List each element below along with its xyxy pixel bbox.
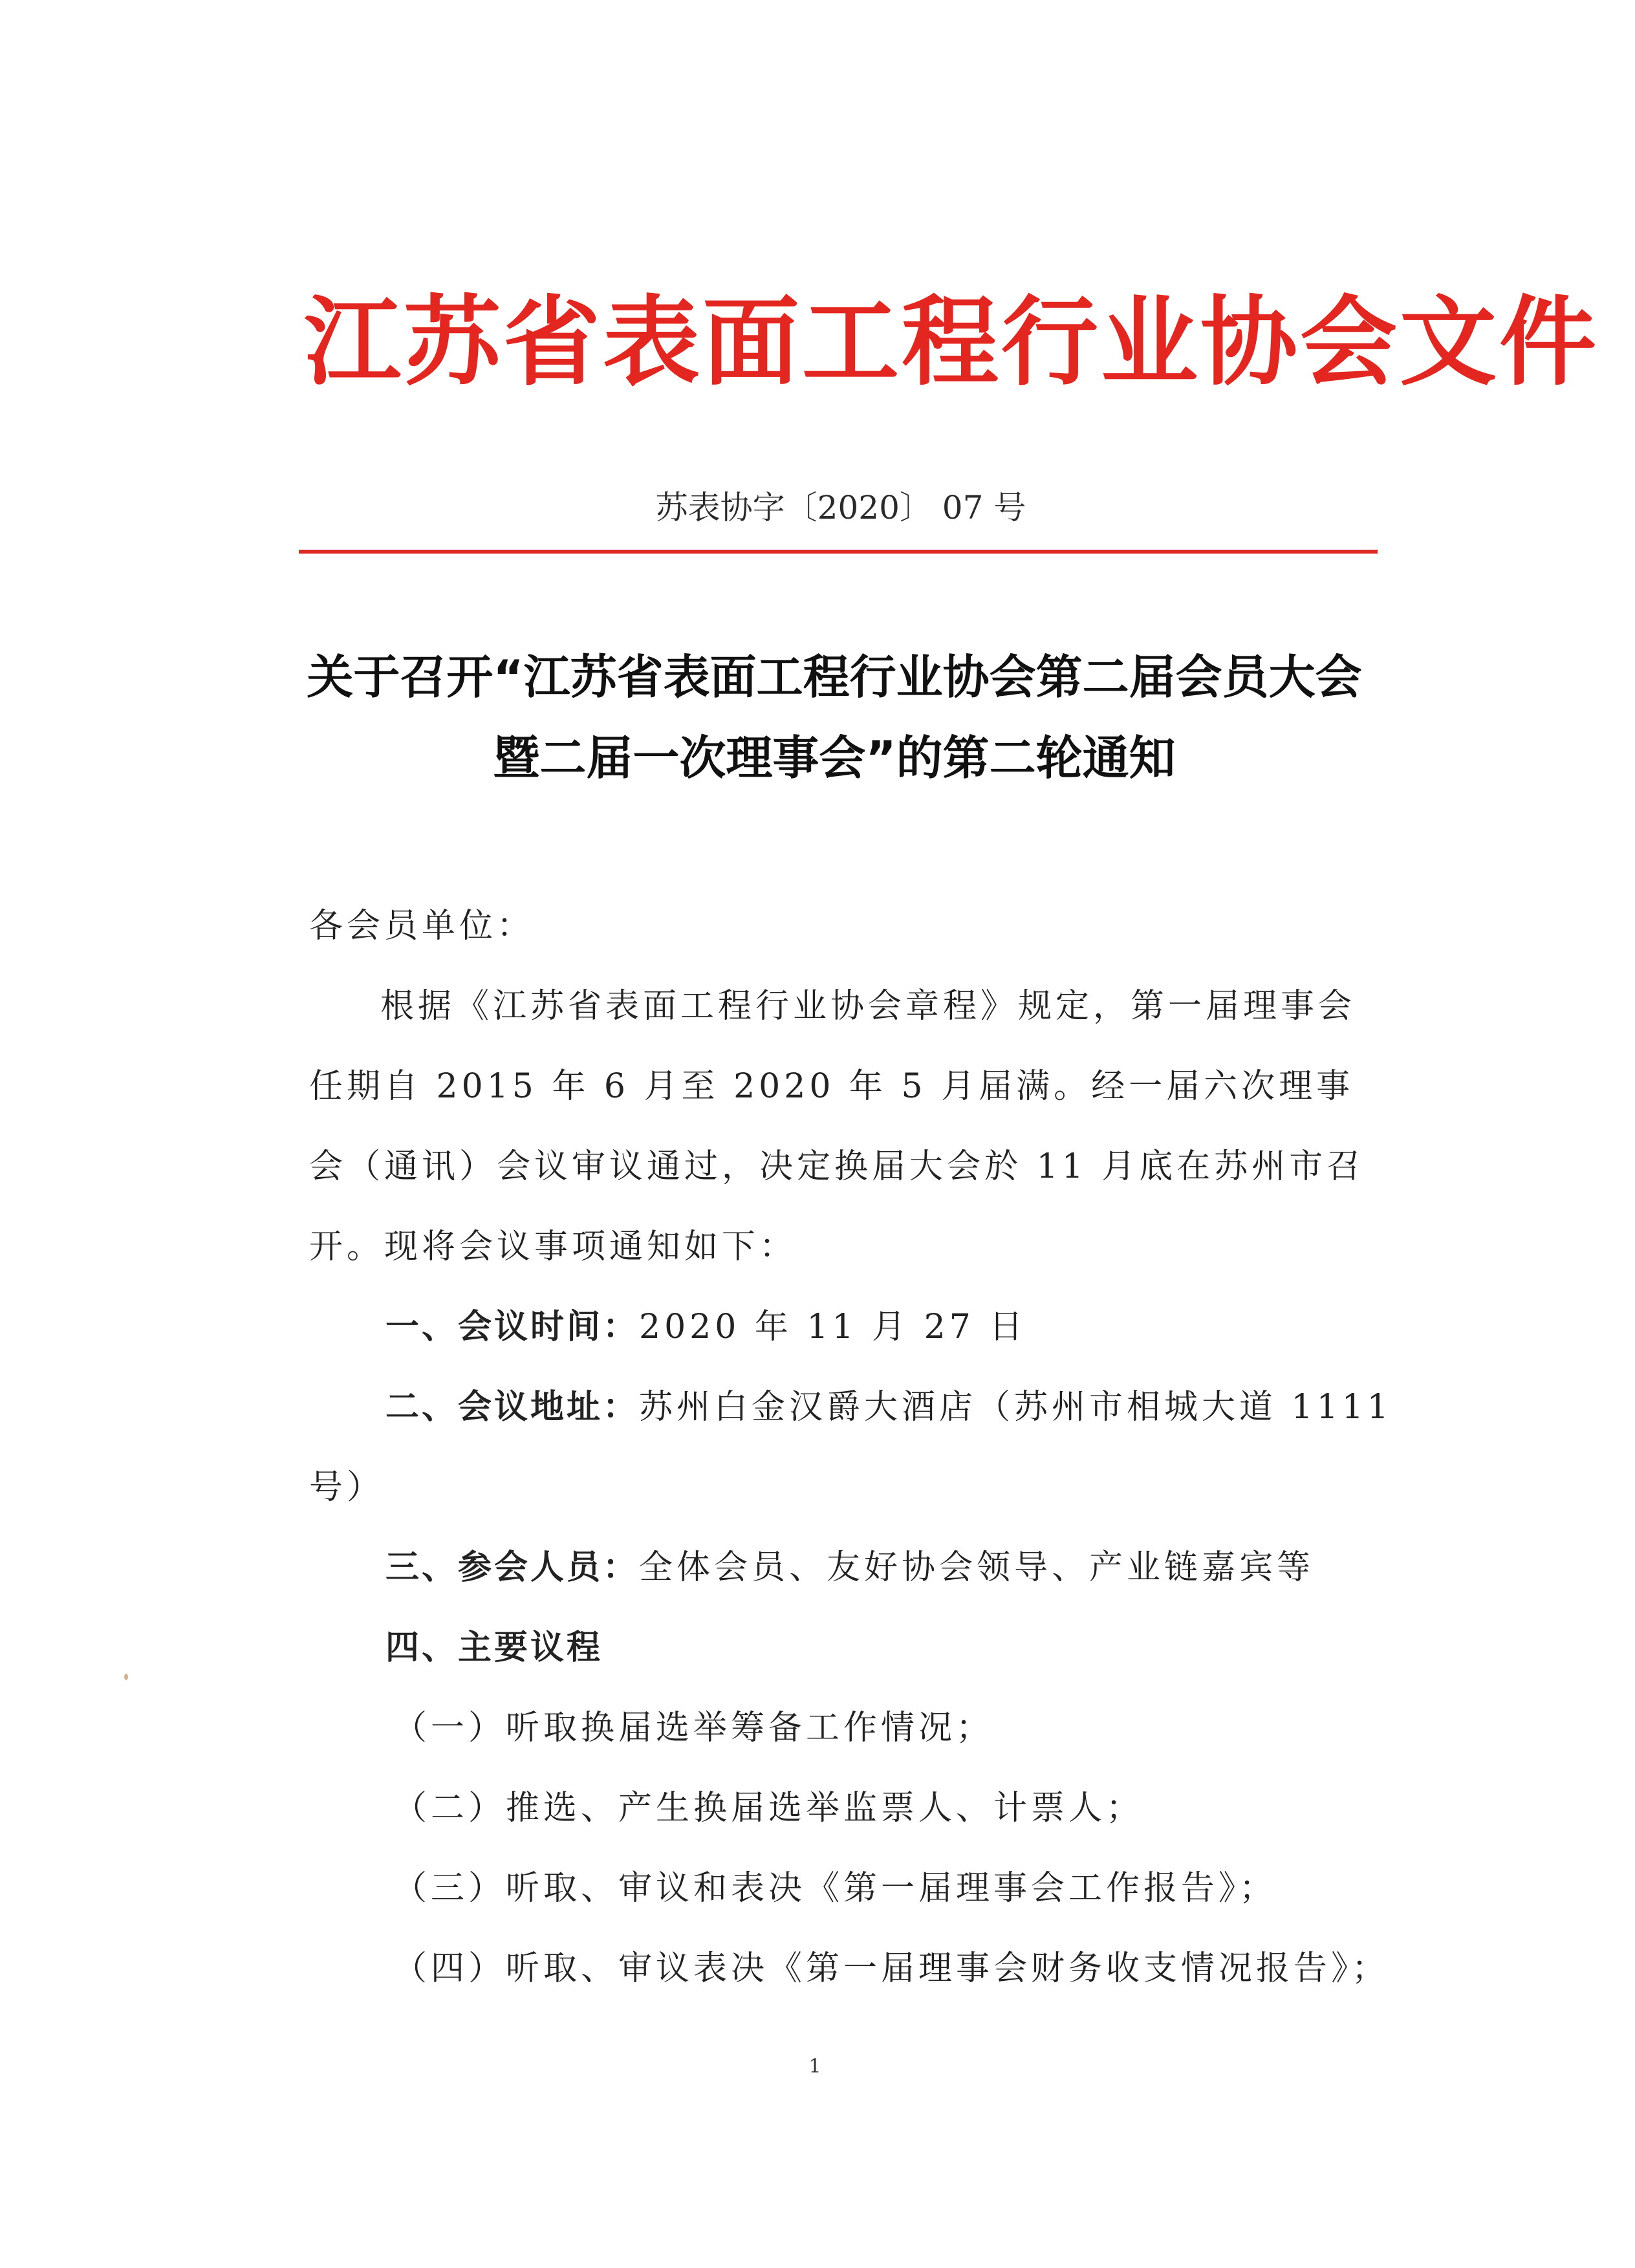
title-line-1: 关于召开“江苏省表面工程行业协会第二届会员大会 xyxy=(307,650,1362,704)
scan-speck xyxy=(124,1674,128,1680)
item-meeting-address-cont: 号） xyxy=(309,1468,385,1507)
item-agenda-heading xyxy=(309,1608,1383,1688)
red-divider xyxy=(299,550,1378,554)
item-label: 四、主要议程 xyxy=(385,1628,603,1667)
notice-title xyxy=(285,637,1384,799)
item-label: 三、参会人员： xyxy=(385,1548,640,1587)
item-text: 苏州白金汉爵大酒店（苏州市相城大道 1111 xyxy=(639,1388,1392,1427)
agenda-item: （三）听取、审议和表决《第一届理事会工作报告》； xyxy=(393,1869,1277,1908)
notice-body xyxy=(309,886,1392,2009)
page-number: 1 xyxy=(808,2055,821,2078)
item-meeting-address xyxy=(309,1367,1392,1447)
item-label: 一、会议时间： xyxy=(385,1308,640,1346)
agenda-item: （二）推选、产生换届选举监票人、计票人； xyxy=(393,1789,1144,1828)
agenda-item: （四）听取、审议表决《第一届理事会财务收支情况报告》； xyxy=(393,1949,1390,1988)
title-line-2: 暨二届一次理事会”的第二轮通知 xyxy=(493,731,1176,785)
item-attendees xyxy=(309,1528,1383,1608)
masthead-title: 江苏省表面工程行业协会文件 xyxy=(304,286,1599,399)
item-meeting-time xyxy=(309,1287,1383,1367)
document-number: 苏表协字〔2020〕 07 号 xyxy=(655,489,1026,526)
salutation: 各会员单位： xyxy=(309,907,535,945)
agenda-item: （一）听取换届选举筹备工作情况； xyxy=(393,1709,994,1747)
intro-paragraph: 根据《江苏省表面工程行业协会章程》规定，第一届理事会任期自 2015 年 6 月至 2020 年 5 月届满。经一届六次理事会（通讯）会议审议通过，决定换届大会於 11 月底在苏州市召开。现将会议事项通知如下： xyxy=(309,987,1365,1266)
item-text: 全体会员、友好协会领导、产业链嘉宾等 xyxy=(639,1548,1315,1587)
item-label: 二、会议地址： xyxy=(385,1388,640,1427)
item-text: 2020 年 11 月 27 日 xyxy=(639,1308,1027,1346)
